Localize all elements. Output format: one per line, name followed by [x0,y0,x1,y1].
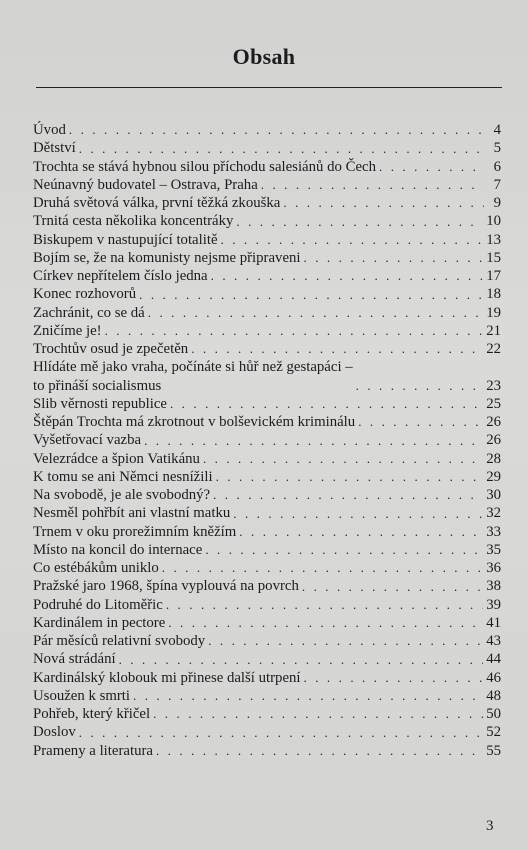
dot-leader [162,559,483,577]
toc-entry-page: 23 [486,377,501,394]
dot-leader [304,249,484,267]
toc-entry-page: 26 [486,414,501,430]
toc-entry [33,577,501,595]
dot-leader [166,596,483,614]
toc-entry [33,158,501,176]
toc-entry-page: 44 [486,651,501,668]
dot-leader [356,377,484,395]
toc-entry-page: 28 [486,450,501,467]
toc-entry-page: 26 [486,432,501,449]
dot-leader [139,286,483,304]
dot-leader [283,194,484,212]
dot-leader [211,267,484,285]
toc-entry-page: 55 [486,742,501,759]
toc-entry-title-line1: Hlídáte mě jako vraha, počínáte si hůř než gestapáci – [33,359,353,376]
dot-leader [133,687,483,705]
table-of-contents [33,121,501,760]
dot-leader [239,523,483,541]
toc-entry-title: Prameny a literatura [33,742,153,759]
toc-entry-title: Doslov [33,724,76,741]
toc-entry-page: 22 [486,341,501,357]
toc-entry-page: 25 [486,395,501,412]
toc-entry [33,267,501,285]
toc-entry [33,650,501,668]
dot-leader [168,614,483,632]
toc-entry [33,121,501,139]
toc-entry-title: Biskupem v nastupující totalitě [33,231,218,248]
toc-entry-page: 7 [493,176,501,193]
toc-entry-title-line2: to přináší socialismus [33,377,162,394]
toc-entry-page: 6 [493,158,501,175]
toc-entry-title: Usoužen k smrti [33,687,130,704]
toc-entry [33,742,501,760]
toc-entry-title: Bojím se, že na komunisty nejsme připraveni [33,249,301,266]
toc-entry [33,504,501,522]
toc-entry [33,358,501,395]
toc-entry-title: Místo na koncil do internace [33,541,203,558]
toc-entry-title: Zachránit, co se dá [33,304,145,321]
dot-leader [105,322,484,340]
toc-entry [33,687,501,705]
toc-entry [33,669,501,687]
toc-entry [33,340,501,358]
dot-leader [302,578,483,596]
toc-entry-title: Trnem v oku prorežimním kněžím [33,523,237,540]
toc-entry [33,285,501,303]
toc-entry [33,523,501,541]
toc-entry [33,705,501,723]
toc-entry [33,559,501,577]
toc-entry-title: Pohřeb, který křičel [33,706,151,722]
toc-entry [33,468,501,486]
toc-entry [33,304,501,322]
page-title: Obsah [232,44,296,69]
dot-leader [205,541,483,559]
toc-entry-title: Slib věrnosti republice [33,395,167,412]
toc-entry-page: 32 [486,505,501,522]
toc-entry-page: 19 [486,304,501,321]
toc-entry-page: 38 [486,578,501,595]
dot-leader [236,213,483,231]
dot-leader [170,395,483,413]
toc-entry [33,541,501,559]
toc-entry-page: 17 [486,268,501,284]
toc-entry-page: 43 [486,633,501,649]
toc-entry [33,614,501,632]
dot-leader [213,486,483,504]
toc-entry [33,322,501,340]
toc-entry-page: 36 [486,560,501,576]
toc-entry [33,450,501,468]
toc-entry-title: Trnitá cesta několika koncentráky [33,213,234,230]
dot-leader [119,651,484,669]
toc-entry-title: Dětství [33,140,76,157]
toc-entry-title: Církev nepřítelem číslo jedna [33,268,208,284]
toc-entry-title: Zničíme je! [33,322,102,339]
toc-entry-title: Vyšetřovací vazba [33,432,142,449]
toc-entry-page: 50 [486,706,501,722]
toc-entry [33,395,501,413]
title-rule [36,87,502,88]
toc-entry-title: Neúnavný budovatel – Ostrava, Praha [33,176,258,193]
toc-entry-page: 52 [486,724,501,741]
toc-entry-title: Kardinálský klobouk mi přinese další utrpení [33,669,301,686]
dot-leader [144,432,483,450]
toc-entry-page: 39 [486,596,501,613]
dot-leader [379,158,484,176]
toc-entry-title: Nová strádání [33,651,116,668]
toc-entry-page: 29 [486,468,501,485]
toc-entry-page: 15 [486,249,501,266]
toc-entry [33,176,501,194]
toc-entry-page: 13 [486,231,501,248]
toc-entry-page: 41 [486,614,501,631]
dot-leader [208,632,483,650]
toc-entry-page: 18 [486,286,501,303]
dot-leader [156,742,483,760]
toc-entry-title: Druhá světová válka, první těžká zkouška [33,195,281,211]
toc-entry [33,486,501,504]
toc-entry [33,231,501,249]
dot-leader [153,705,483,723]
page-number: 3 [486,818,494,834]
dot-leader [79,140,484,158]
toc-entry [33,139,501,157]
toc-entry-title: K tomu se ani Němci nesnížili [33,468,213,485]
toc-entry-title: Trochta se stává hybnou silou příchodu salesiánů do Čech [33,158,377,175]
dot-leader [79,724,483,742]
toc-entry [33,431,501,449]
toc-entry-page: 9 [493,195,501,211]
dot-leader [221,231,484,249]
toc-entry-page: 21 [486,322,501,339]
dot-leader [261,176,484,194]
toc-entry-title: Štěpán Trochta má zkrotnout v bolševickém kriminálu [33,414,356,430]
toc-entry-page: 4 [493,122,501,138]
toc-entry-title: Pražské jaro 1968, špína vyplouvá na povrch [33,578,299,595]
toc-entry-title: Na svobodě, je ale svobodný? [33,487,211,503]
toc-entry-title: Trochtův osud je zpečetěn [33,341,189,357]
toc-entry [33,596,501,614]
dot-leader [69,121,484,139]
toc-entry [33,723,501,741]
dot-leader [148,304,483,322]
toc-entry [33,249,501,267]
toc-entry-page: 30 [486,487,501,503]
toc-entry-page: 46 [486,669,501,686]
toc-entry-title: Velezrádce a špion Vatikánu [33,450,200,467]
toc-entry [33,212,501,230]
toc-entry-page: 35 [486,541,501,558]
toc-entry [33,632,501,650]
toc-entry [33,413,501,431]
toc-entry-title: Konec rozhovorů [33,286,137,303]
toc-entry-page: 48 [486,687,501,704]
dot-leader [233,505,483,523]
dot-leader [304,669,484,687]
dot-leader [191,340,483,358]
dot-leader [358,413,483,431]
toc-entry [33,194,501,212]
toc-entry-title: Úvod [33,122,66,138]
toc-entry-page: 33 [486,523,501,540]
toc-entry-title: Co estébákům uniklo [33,560,159,576]
dot-leader [216,468,484,486]
toc-entry-title [33,358,353,395]
toc-entry-title: Kardinálem in pectore [33,614,166,631]
toc-entry-title: Nesměl pohřbít ani vlastní matku [33,505,231,522]
toc-entry-page: 5 [493,140,501,157]
toc-entry-title: Podruhé do Litoměřic [33,596,163,613]
toc-entry-title: Pár měsíců relativní svobody [33,633,206,649]
dot-leader [203,450,483,468]
toc-entry-page: 10 [486,213,501,230]
